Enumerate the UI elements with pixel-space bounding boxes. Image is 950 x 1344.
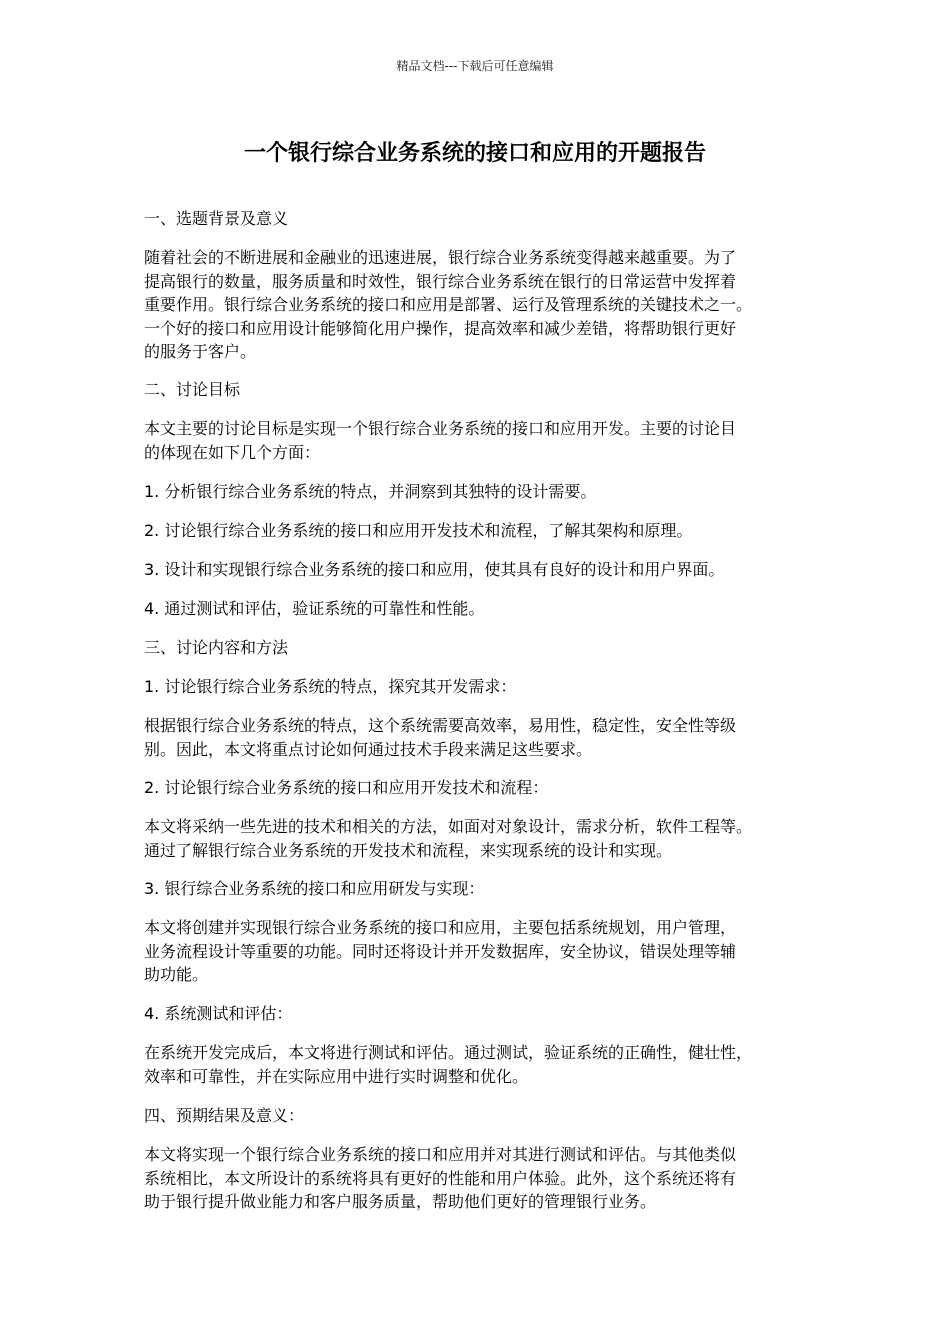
list-item: 2. 讨论银行综合业务系统的接口和应用开发技术和流程，了解其架构和原理。 <box>144 521 693 540</box>
list-item: 1. 分析银行综合业务系统的特点，并洞察到其独特的设计需要。 <box>144 482 597 501</box>
body-paragraph: 在系统开发完成后，本文将进行测试和评估。通过测试，验证系统的正确性，健壮性， 效率和可靠性，并在实际应用中进行实时调整和优化。 <box>144 1043 753 1086</box>
body-paragraph: 随着社会的不断进展和金融业的迅速进展，银行综合业务系统变得越来越重要。为了 提高银行的数量，服务质量和时效性，银行综合业务系统在银行的日常运营中发挥着 重要作用。银行综合业务系统的接口和应用是部署、运行及管理系统的关键技术之一。 一个好的接口和应用设计能够简化用户操作，提高效率和减少差错，将帮助银行更好 的服务于客户。 <box>144 248 753 361</box>
subsection-heading: 1. 讨论银行综合业务系统的特点，探究其开发需求： <box>144 677 517 696</box>
body-paragraph: 本文主要的讨论目标是实现一个银行综合业务系统的接口和应用开发。主要的讨论目 的体现在如下几个方面： <box>144 419 737 462</box>
body-paragraph: 本文将采纳一些先进的技术和相关的方法，如面对对象设计，需求分析，软件工程等。 通过了解银行综合业务系统的开发技术和流程，来实现系统的设计和实现。 <box>144 817 753 860</box>
body-paragraph: 根据银行综合业务系统的特点，这个系统需要高效率，易用性，稳定性，安全性等级 别。因此，本文将重点讨论如何通过技术手段来满足这些要求。 <box>144 716 737 759</box>
section-heading: 三、讨论内容和方法 <box>144 638 289 657</box>
page-header: 精品文档---下载后可任意编辑 <box>396 59 554 73</box>
subsection-heading: 4. 系统测试和评估： <box>144 1004 293 1023</box>
list-item: 3. 设计和实现银行综合业务系统的接口和应用，使其具有良好的设计和用户界面。 <box>144 560 725 579</box>
section-heading: 一、选题背景及意义 <box>144 209 289 228</box>
section-heading: 四、预期结果及意义： <box>144 1106 305 1125</box>
document-title: 一个银行综合业务系统的接口和应用的开题报告 <box>243 141 706 166</box>
subsection-heading: 2. 讨论银行综合业务系统的接口和应用开发技术和流程： <box>144 778 549 797</box>
body-paragraph: 本文将创建并实现银行综合业务系统的接口和应用，主要包括系统规划，用户管理， 业务流程设计等重要的功能。同时还将设计并开发数据库，安全协议，错误处理等辅 助功能。 <box>144 918 737 984</box>
list-item: 4. 通过测试和评估，验证系统的可靠性和性能。 <box>144 599 485 618</box>
body-paragraph: 本文将实现一个银行综合业务系统的接口和应用并对其进行测试和评估。与其他类似 系统相比，本文所设计的系统将具有更好的性能和用户体验。此外，这个系统还将有 助于银行提升做业能力和客户服务质量，帮助他们更好的管理银行业务。 <box>144 1145 737 1211</box>
subsection-heading: 3. 银行综合业务系统的接口和应用研发与实现： <box>144 879 485 898</box>
section-heading: 二、讨论目标 <box>144 380 241 399</box>
